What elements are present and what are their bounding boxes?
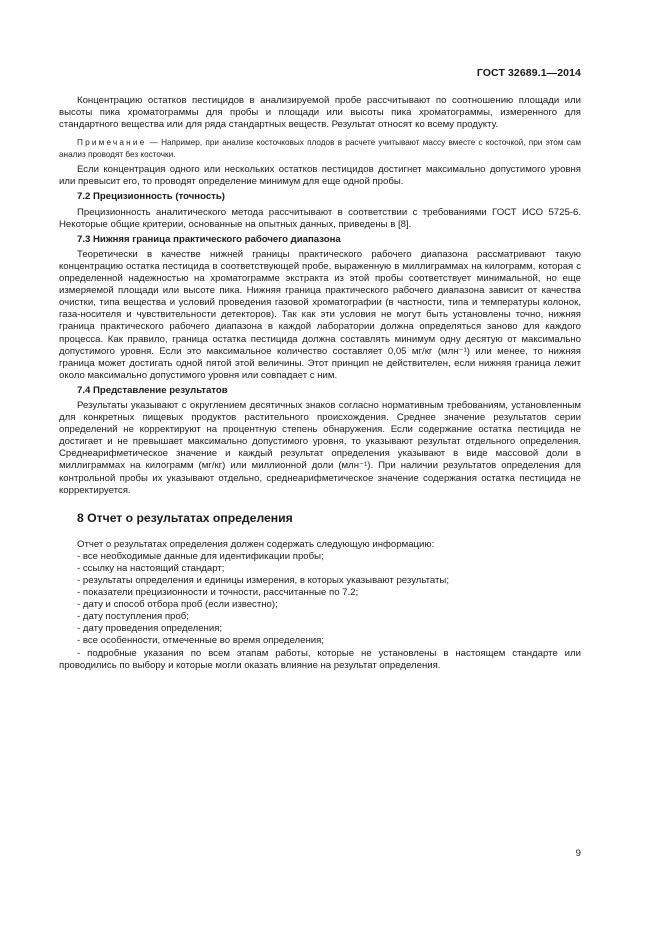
list-item: - ссылку на настоящий стандарт;	[59, 563, 581, 575]
list-item: - подробные указания по всем этапам работы, которые не установлены в настоящем стандарте или проводились по выбору и которые могли оказать влияние на результат определения.	[59, 648, 581, 672]
paragraph-7-2: Прецизионность аналитического метода рассчитывают в соответствии с требованиями ГОСТ ИСО 5725-6. Некоторые общие критерии, основанные на опытных данных, приведены в [8].	[59, 206, 581, 230]
note-text: — Например, при анализе косточковых плодов в расчете учитывают массу вместе с косточкой, при этом сам анализ проводят без косточки.	[59, 138, 581, 159]
note	[59, 137, 581, 160]
list-item: - дату и способ отбора проб (если известно);	[59, 599, 581, 611]
heading-7-2: 7.2 Прецизионность (точность)	[77, 191, 225, 203]
list-item: - все особенности, отмеченные во время определения;	[59, 635, 581, 647]
list-item: - все необходимые данные для идентификации пробы;	[59, 551, 581, 563]
paragraph-7-4: Результаты указывают с округлением десятичных знаков согласно нормативным требованиям, установленным для конкретных пищевых продуктов растительного происхождения. Среднее значение результатов серии определений не корректируют на процентную степень обнаружения. Если содержание остатка пестицида не достигает и не превышает максимально допустимого уровня, то указывают результат отдельного определения. Среднеарифметическое значение и каждый результат определения указывают в виде массовой доли в миллиграммах на килограмм (мг/кг) или миллионной доли (млн⁻¹). При наличии результатов определения для контрольной пробы их указывают отдельно, среднеарифметическое значение содержания остатка пестицида не корректируется.	[59, 399, 581, 496]
document-id-header: ГОСТ 32689.1—2014	[476, 67, 581, 79]
heading-7-4: 7.4 Представление результатов	[77, 384, 228, 396]
heading-section-8: 8 Отчет о результатах определения	[77, 510, 293, 525]
paragraph-concentration: Концентрацию остатков пестицидов в анализируемой пробе рассчитывают по соотношению площади или высоты пика хроматограммы для пробы и площади или высоты пика хроматограммы, измеренного для стандартного вещества или для ряда стандартных веществ. Результат относят ко всему продукту.	[59, 95, 581, 131]
report-requirements-list	[59, 551, 581, 672]
note-label: Примечание	[77, 138, 147, 148]
list-item: - дату проведения определения;	[59, 623, 581, 635]
paragraph-7-3: Теоретически в качестве нижней границы практического рабочего диапазона рассматривают такую концентрацию остатка пестицида в соответствующей пробе, выраженную в миллиграммах на килограмм, которая с определенной надежностью на хроматограмме экстракта из этой пробы соответствует минимальной, но еще измеряемой площади или высоте пика. Нижняя граница практического рабочего диапазона зависит от качества очистки, типа вещества и условий проведения газовой хроматографии (в частности, типа и температуры колонок, газа-носителя и чувствительности детекторов). Так как эти условия не могут быть установлены точно, нижняя граница практического рабочего диапазона в каждой лаборатории должна определяться заново для каждого процесса. Как правило, граница остатка пестицида должна составлять минимум одну десятую от максимально допустимого уровня. Если это максимальное количество составляет 0,05 мг/кг (млн⁻¹) или менее, то нижняя граница может достигать одной пятой этой величины. Этот принцип не действителен, если нижняя граница лежит около максимально допустимого уровня или совпадает с ним.	[59, 248, 581, 381]
list-item: - показатели прецизионности и точности, рассчитанные по 7.2;	[59, 587, 581, 599]
list-item: - дату поступления проб;	[59, 611, 581, 623]
document-body	[59, 95, 581, 672]
paragraph-8-intro: Отчет о результатах определения должен содержать следующую информацию:	[77, 538, 435, 550]
page-number: 9	[575, 848, 581, 859]
document-page	[59, 0, 581, 936]
paragraph-max-level: Если концентрация одного или нескольких остатков пестицидов достигнет максимально допустимого уровня или превысит его, то проводят определение минимум для еще одной пробы.	[59, 164, 581, 188]
list-item: - результаты определения и единицы измерения, в которых указывают результаты;	[59, 575, 581, 587]
heading-7-3: 7.3 Нижняя граница практического рабочего диапазона	[77, 233, 341, 245]
